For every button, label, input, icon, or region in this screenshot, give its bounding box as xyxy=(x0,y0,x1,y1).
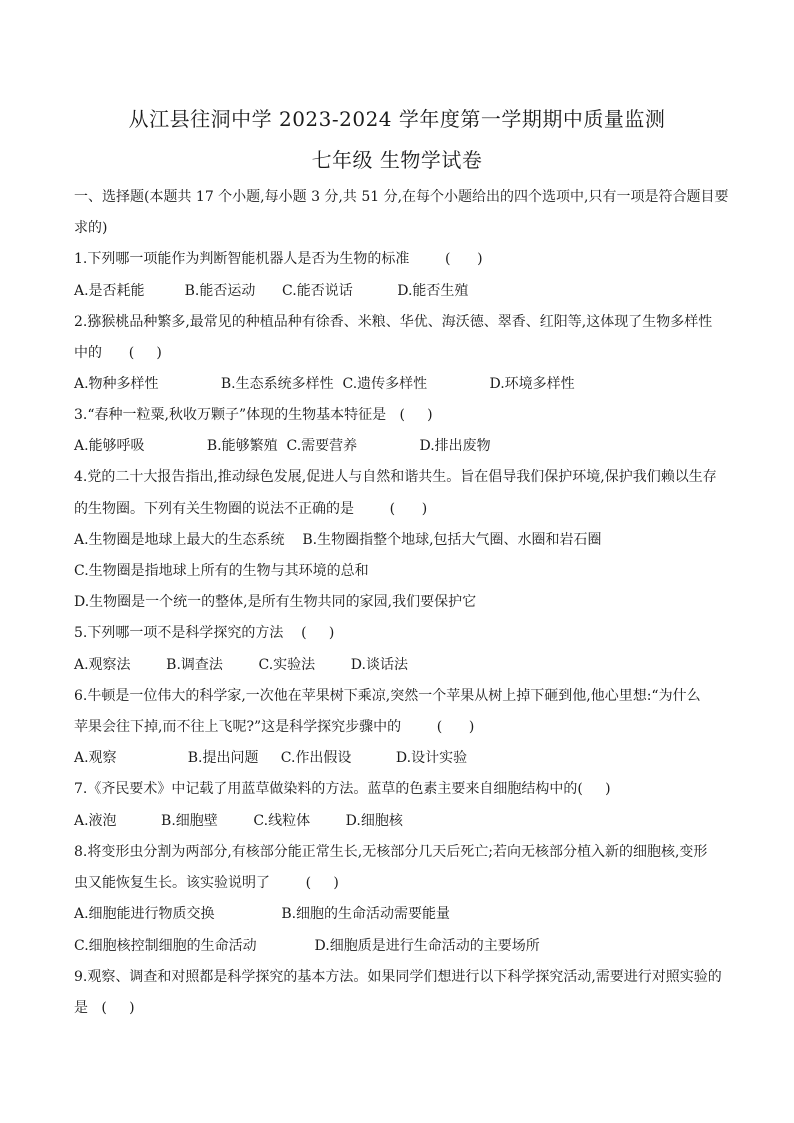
question-8-stem-line-2: 虫又能恢复生长。该实验说明了 ( ) xyxy=(74,875,339,891)
question-8-stem-line-1: 8.将变形虫分割为两部分,有核部分能正常生长,无核部分几天后死亡;若向无核部分植入新的细胞核,变形 xyxy=(74,844,708,860)
question-4-options-line-3: D.生物圈是一个统一的整体,是所有生物共同的家园,我们要保护它 xyxy=(74,594,477,610)
page-subtitle: 七年级 生物学试卷 xyxy=(311,148,483,172)
question-8-options-line-1: A.细胞能进行物质交换 B.细胞的生命活动需要能量 xyxy=(74,906,451,922)
question-6-stem-line-1: 6.牛顿是一位伟大的科学家,一次他在苹果树下乘凉,突然一个苹果从树上掉下砸到他,他心里想:“为什么 xyxy=(74,688,701,704)
question-1-stem: 1.下列哪一项能作为判断智能机器人是否为生物的标准 ( ) xyxy=(74,251,483,267)
question-6-stem-line-2: 苹果会往下掉,而不往上飞呢?”这是科学探究步骤中的 ( ) xyxy=(74,719,475,735)
question-4-stem-line-2: 的生物圈。下列有关生物圈的说法不正确的是 ( ) xyxy=(74,501,428,517)
page-title: 从江县往洞中学 2023-2024 学年度第一学期期中质量监测 xyxy=(128,107,666,131)
question-1-options: A.是否耗能 B.能否运动 C.能否说话 D.能否生殖 xyxy=(74,283,469,299)
question-7-options: A.液泡 B.细胞壁 C.线粒体 D.细胞核 xyxy=(74,813,403,829)
section-heading-line-1: 一、选择题(本题共 17 个小题,每小题 3 分,共 51 分,在每个小题给出的四个选项中,只有一项是符合题目要 xyxy=(74,189,729,205)
question-2-options: A.物种多样性 B.生态系统多样性 C.遗传多样性 D.环境多样性 xyxy=(74,376,575,392)
question-3-options: A.能够呼吸 B.能够繁殖 C.需要营养 D.排出废物 xyxy=(74,438,491,454)
question-9-stem-line-1: 9.观察、调查和对照都是科学探究的基本方法。如果同学们想进行以下科学探究活动,需要进行对照实验的 xyxy=(74,969,722,985)
question-9-stem-line-2: 是 ( ) xyxy=(74,1000,135,1016)
question-4-options-line-2: C.生物圈是指地球上所有的生物与其环境的总和 xyxy=(74,563,369,579)
question-8-options-line-2: C.细胞核控制细胞的生命活动 D.细胞质是进行生命活动的主要场所 xyxy=(74,938,540,954)
question-3-stem: 3.“春种一粒粟,秋收万颗子”体现的生物基本特征是 ( ) xyxy=(74,407,433,423)
question-4-options-line-1: A.生物圈是地球上最大的生态系统 B.生物圈指整个地球,包括大气圈、水圈和岩石圈 xyxy=(74,532,602,548)
question-2-stem-line-1: 2.猕猴桃品种繁多,最常见的种植品种有徐香、米粮、华优、海沃德、翠香、红阳等,这体现了生物多样性 xyxy=(74,314,713,330)
question-7-stem: 7.《齐民要术》中记载了用蓝草做染料的方法。蓝草的色素主要来自细胞结构中的( ) xyxy=(74,781,611,797)
question-5-options: A.观察法 B.调查法 C.实验法 D.谈话法 xyxy=(74,657,408,673)
section-heading-line-2: 求的) xyxy=(74,220,108,236)
question-5-stem: 5.下列哪一项不是科学探究的方法 ( ) xyxy=(74,625,335,641)
question-6-options: A.观察 B.提出问题 C.作出假设 D.设计实验 xyxy=(74,750,468,766)
question-4-stem-line-1: 4.党的二十大报告指出,推动绿色发展,促进人与自然和谐共生。旨在倡导我们保护环境,保护我们赖以生存 xyxy=(74,469,717,485)
question-2-stem-line-2: 中的 ( ) xyxy=(74,345,162,361)
